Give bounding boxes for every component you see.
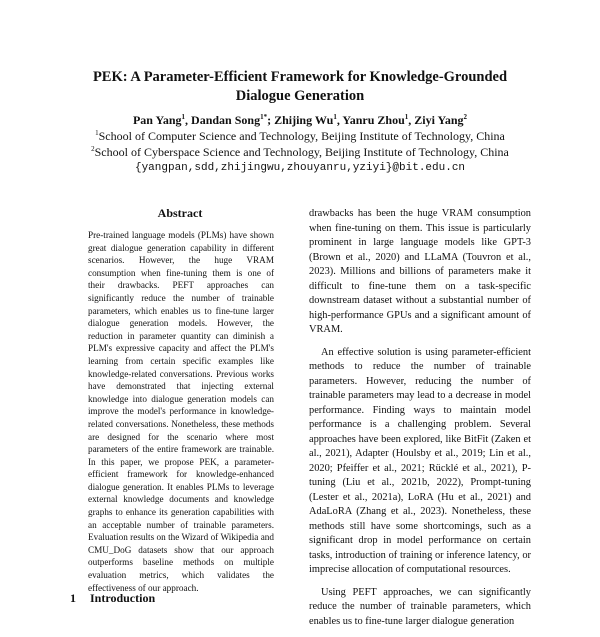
author-affil-mark: 2	[463, 113, 468, 121]
section-title: Introduction	[90, 591, 156, 605]
abstract-heading: Abstract	[157, 206, 203, 220]
body-paragraph: Using PEFT approaches, we can significantly reduce the number of trainable parameters, which enables us to fine-tune larger dialogue generation	[309, 586, 531, 627]
affiliation-mark: 1	[95, 129, 99, 137]
affiliation-text: School of Cyberspace Science and Technology, Beijing Institute of Technology, China	[94, 145, 509, 159]
author-name: Ziyi Yang	[414, 113, 464, 127]
author-affil-mark: 1	[404, 113, 409, 121]
affiliation-mark: 2	[91, 145, 95, 153]
body-paragraph: An effective solution is using parameter-efficient methods to reduce the number of trainable parameters. However, reducing the number of trainable parameters may lead to a decrease in model performance. Finding ways to maintain model performance is a challenging problem. Several approaches have been explored, like BitFit (Zaken et al., 2021), Adapter (Houlsby et al., 2019; Lin et al., 2020; Pfeiffer et al., 2021; Rücklé et al., 2021), P-tuning (Liu et al., 2021b, 2022), Prompt-tuning (Lester et al., 2021a), LoRA (Hu et al., 2021) and AdaLoRA (Zhang et al., 2023). Nonetheless, these methods still have some shortcomings, such as a significant drop in model performance on certain tasks, introduction of training or inference latency, or imprecise allocation of computational resources.	[309, 346, 531, 575]
affiliation-1	[30, 129, 570, 144]
title-line-2: Dialogue Generation	[235, 88, 365, 104]
affiliation-text: School of Computer Science and Technology, Beijing Institute of Technology, China	[98, 129, 505, 143]
author-name: Dandan Song	[191, 113, 261, 127]
title-line-1: PEK: A Parameter-Efficient Framework for Knowledge-Grounded	[92, 69, 508, 85]
paper-title	[40, 68, 560, 106]
author-affil-mark: 1*	[260, 113, 268, 121]
author-name: Yanru Zhou	[342, 113, 405, 127]
abstract-text: Pre-trained language models (PLMs) have shown great dialogue generation capability in different scenarios. However, the huge VRAM consumption when fine-tuning them is one of their drawbacks. PEFT approaches can significantly reduce the number of trainable parameters, which enables us to fine-tune larger dialogue generation models. However, the reduction in parameter quantity can diminish a PLM's expressive capacity and affect the PLM's learning from certain specific examples like knowledge-related conversations. Previous works have demonstrated that injecting external knowledge into dialogue generation models can improve the model's performance in knowledge-related conversations. Nonetheless, these methods are designed for the scenario where most parameters of the entire framework are trainable. In this paper, we propose PEK, a parameter-efficient framework for knowledge-enhanced dialogue generation. It enables PLMs to leverage external knowledge documents and knowledge graphs to enhance its generation capabilities with an acceptable number of trainable parameters. Evaluation results on the Wizard of Wikipedia and CMU_DoG datasets show that our approach outperforms baseline methods on multiple evaluation metrics, which validates the effectiveness of our approach.	[88, 230, 274, 593]
author-affil-mark: 1	[181, 113, 186, 121]
author-email: {yangpan,sdd,zhijingwu,zhouyanru,yziyi}@bit.edu.cn	[134, 162, 466, 174]
author-name: Zhijing Wu	[274, 113, 334, 127]
affiliation-2	[30, 145, 570, 160]
body-paragraph: drawbacks has been the huge VRAM consumption when fine-tuning on them. This issue is particularly prominent in large language models like GPT-3 (Brown et al., 2020) and LLaMA (Touvron et al., 2023). Millions and billions of parameters make it difficult to fine-tune them on a task-specific downstream dataset without a substantial number of high-performance GPUs and a significant amount of VRAM.	[309, 208, 531, 335]
section-number: 1	[70, 591, 76, 605]
right-column	[309, 207, 531, 637]
section-heading-introduction	[70, 591, 155, 605]
author-list: Pan Yang$^1$, Dandan Song$^{1*}$; Zhijing Wu$^1$, Yanru Zhou$^1$, Ziyi Yang$^2$	[132, 113, 468, 127]
author-name: Pan Yang	[132, 113, 182, 127]
author-affil-mark: 1	[333, 113, 337, 121]
